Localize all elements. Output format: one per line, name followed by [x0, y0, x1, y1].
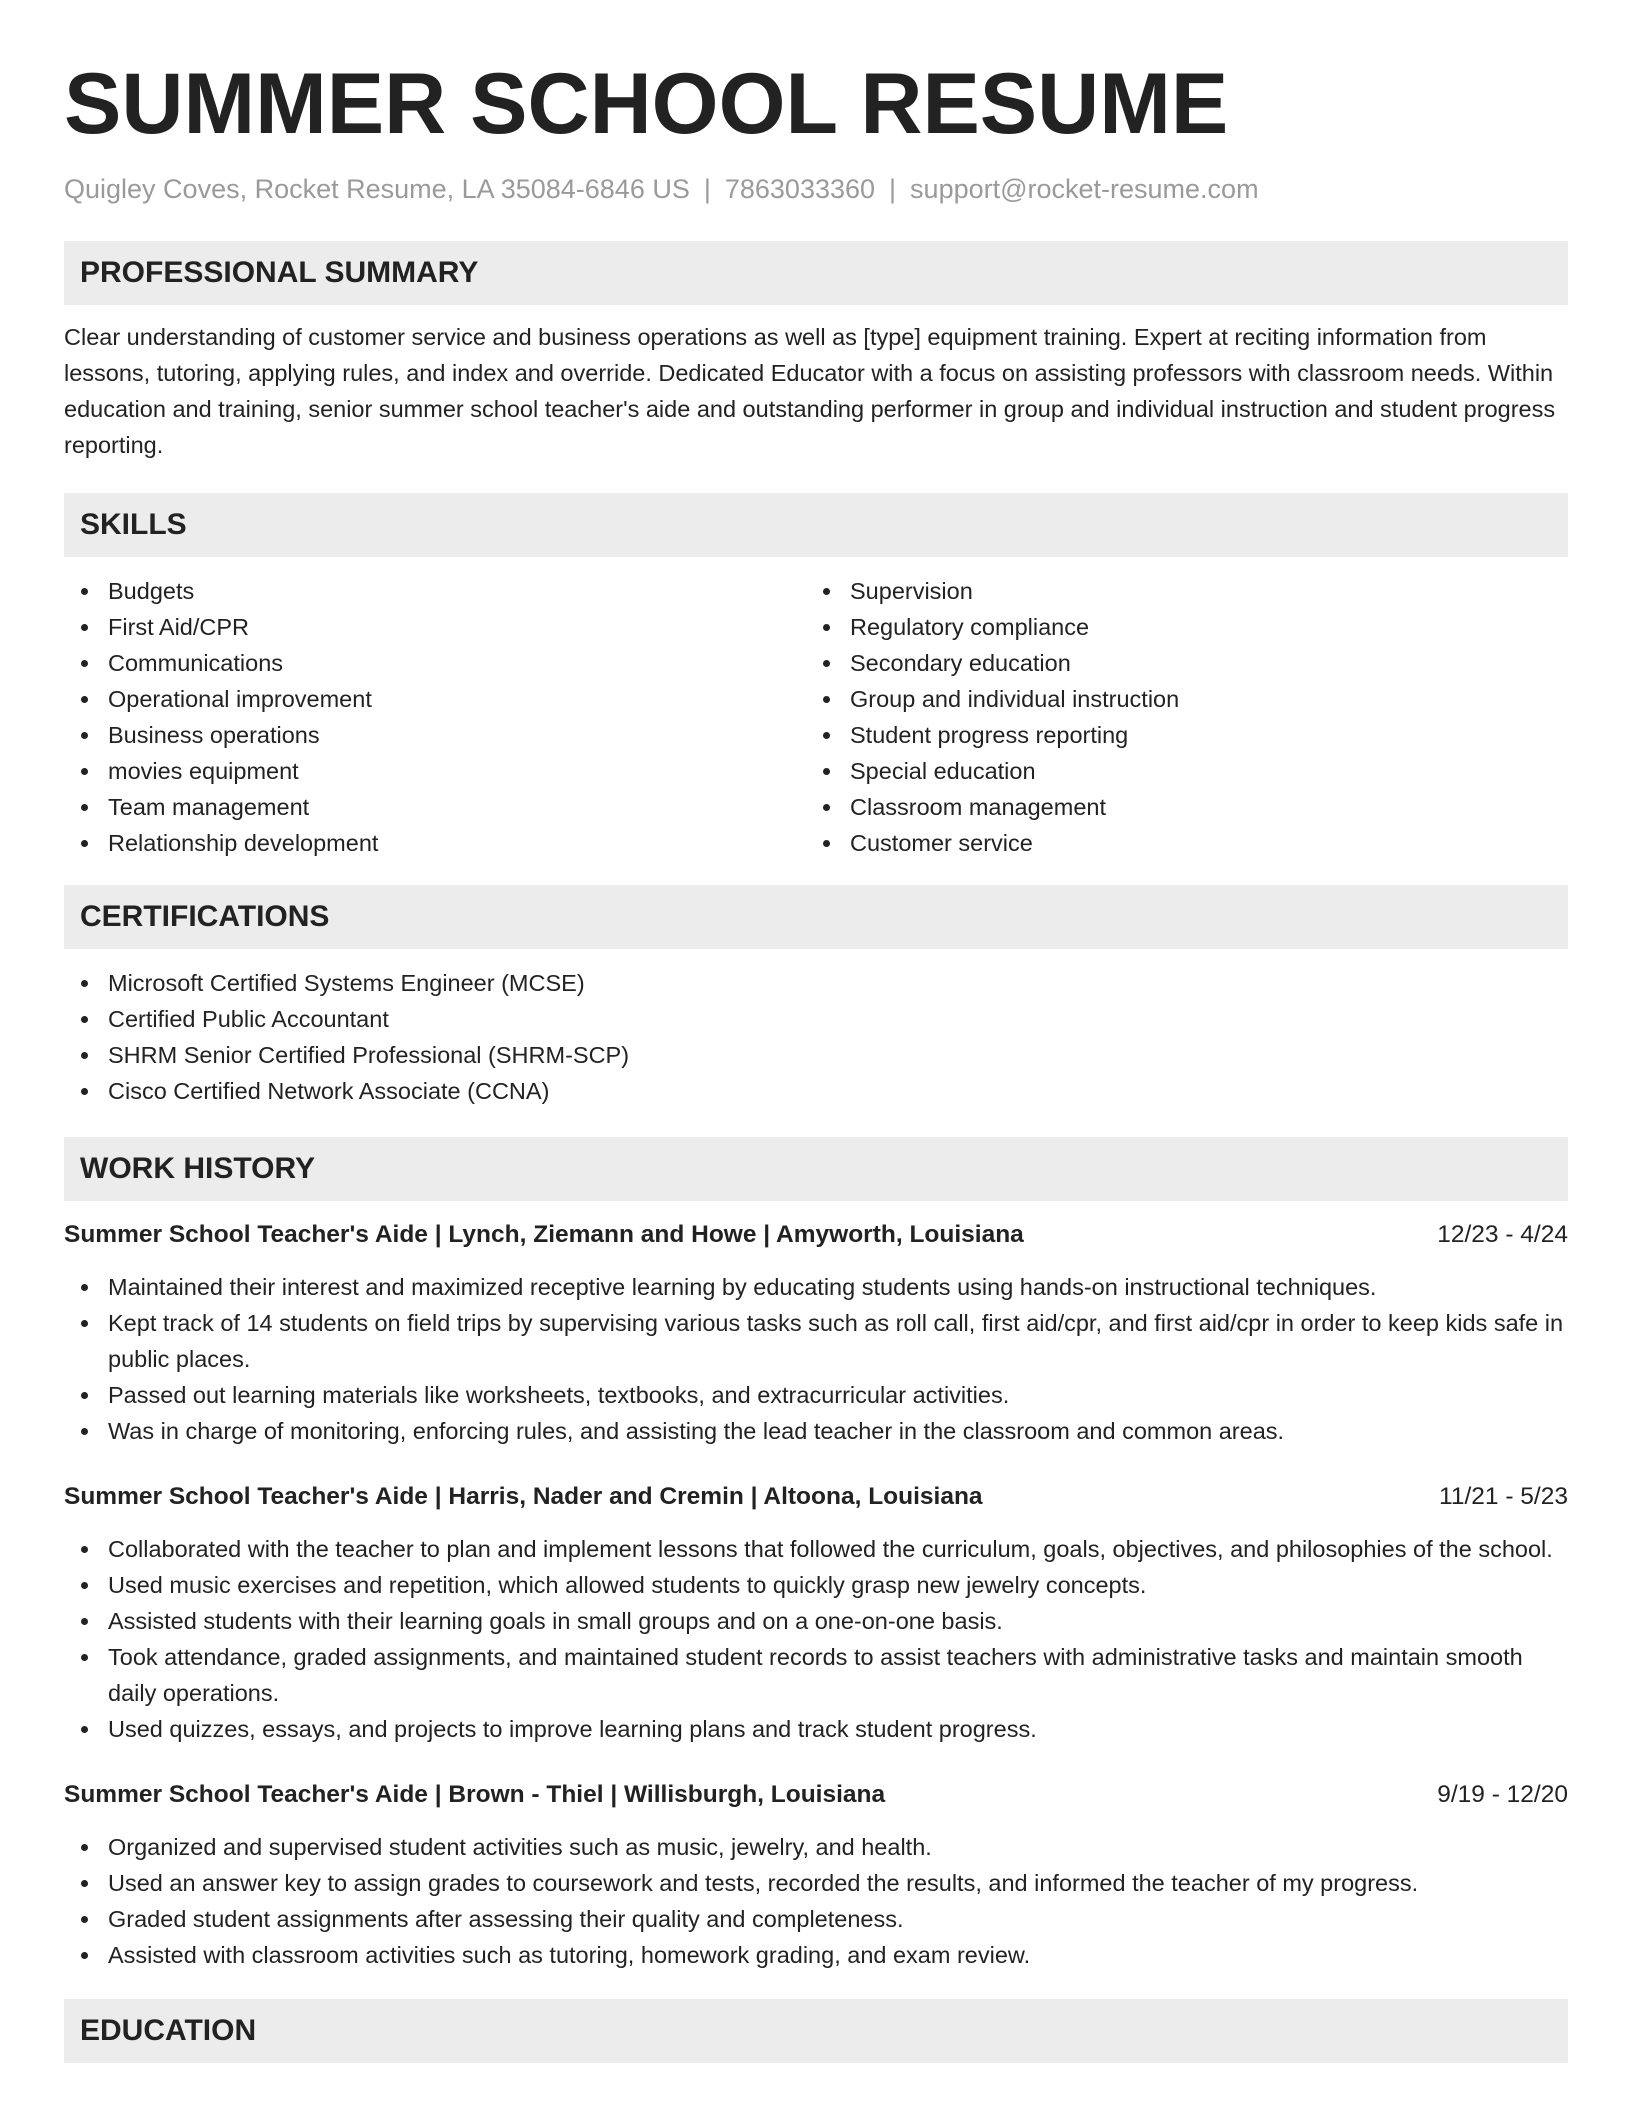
contact-line: [64, 172, 1568, 206]
job-dates: 9/19 - 12/20: [1437, 1781, 1568, 1808]
resume-title: SUMMER SCHOOL RESUME: [64, 56, 1229, 152]
job-title: Summer School Teacher's Aide | Lynch, Ziemann and Howe | Amyworth, Louisiana: [64, 1221, 1024, 1248]
certification-item: Cisco Certified Network Associate (CCNA): [64, 1073, 1568, 1109]
job-bullet: Maintained their interest and maximized receptive learning by educating students using hands-on instructional techniques.: [64, 1269, 1568, 1305]
skill-item: First Aid/CPR: [64, 609, 806, 645]
job-bullet: Kept track of 14 students on field trips by supervising various tasks such as roll call, first aid/cpr, and first aid/cpr in order to keep kids safe in public places.: [64, 1305, 1568, 1377]
job-entry: [64, 1777, 1568, 1973]
skill-item: Communications: [64, 645, 806, 681]
contact-email: support@rocket-resume.com: [910, 174, 1259, 204]
work-history-heading: WORK HISTORY: [64, 1137, 1568, 1201]
skill-item: Special education: [806, 753, 1548, 789]
job-title: Summer School Teacher's Aide | Harris, Nader and Cremin | Altoona, Louisiana: [64, 1483, 983, 1510]
job-header: [64, 1217, 1568, 1253]
job-header: [64, 1479, 1568, 1515]
job-bullet: Took attendance, graded assignments, and maintained student records to assist teachers with administrative tasks and maintain smooth daily operations.: [64, 1639, 1568, 1711]
contact-separator: |: [703, 174, 711, 204]
skill-item: Relationship development: [64, 825, 806, 861]
summary-text: Clear understanding of customer service and business operations as well as [type] equipment training. Expert at reciting information from lessons, tutoring, applying rules, and index and override. Dedicated Educator with a focus on assisting professors with classroom needs. Within education and training, senior summer school teacher's aide and outstanding performer in group and individual instruction and student progress reporting.: [64, 324, 1556, 458]
certification-item: Microsoft Certified Systems Engineer (MCSE): [64, 965, 1568, 1001]
skills-list: [64, 573, 1568, 861]
skill-item: Group and individual instruction: [806, 681, 1548, 717]
job-entry: [64, 1217, 1568, 1449]
skill-item: Customer service: [806, 825, 1548, 861]
job-bullets: [64, 1269, 1568, 1449]
skill-item: Supervision: [806, 573, 1548, 609]
skill-item: Budgets: [64, 573, 806, 609]
job-bullets: [64, 1531, 1568, 1747]
job-bullets: [64, 1829, 1568, 1973]
contact-phone: 7863033360: [724, 174, 876, 204]
job-bullet: Collaborated with the teacher to plan and implement lessons that followed the curriculum, goals, objectives, and philosophies of the school.: [64, 1531, 1568, 1567]
job-header: [64, 1777, 1568, 1813]
skill-item: Student progress reporting: [806, 717, 1548, 753]
certifications-list: [64, 965, 1568, 1109]
skill-item: Classroom management: [806, 789, 1548, 825]
education-heading: EDUCATION: [64, 1999, 1568, 2063]
job-title: Summer School Teacher's Aide | Brown - Thiel | Willisburgh, Louisiana: [64, 1781, 886, 1808]
job-bullet: Used an answer key to assign grades to coursework and tests, recorded the results, and informed the teacher of my progress.: [64, 1865, 1568, 1901]
job-dates: 12/23 - 4/24: [1437, 1221, 1568, 1248]
skills-heading: SKILLS: [64, 493, 1568, 557]
certification-item: Certified Public Accountant: [64, 1001, 1568, 1037]
skill-item: Operational improvement: [64, 681, 806, 717]
skill-item: movies equipment: [64, 753, 806, 789]
job-bullet: Assisted students with their learning goals in small groups and on a one-on-one basis.: [64, 1603, 1568, 1639]
job-bullet: Used quizzes, essays, and projects to improve learning plans and track student progress.: [64, 1711, 1568, 1747]
skill-item: Secondary education: [806, 645, 1548, 681]
job-dates: 11/21 - 5/23: [1439, 1483, 1568, 1510]
job-bullet: Passed out learning materials like worksheets, textbooks, and extracurricular activities.: [64, 1377, 1568, 1413]
skill-item: Team management: [64, 789, 806, 825]
skills-column-left: [64, 573, 806, 861]
contact-separator: |: [889, 174, 897, 204]
job-bullet: Graded student assignments after assessing their quality and completeness.: [64, 1901, 1568, 1937]
skills-column-right: [806, 573, 1548, 861]
resume-page: [64, 0, 1568, 2063]
contact-address: Quigley Coves, Rocket Resume, LA 35084-6846 US: [64, 174, 690, 204]
job-bullet: Was in charge of monitoring, enforcing rules, and assisting the lead teacher in the classroom and common areas.: [64, 1413, 1568, 1449]
certification-item: SHRM Senior Certified Professional (SHRM-SCP): [64, 1037, 1568, 1073]
skill-item: Business operations: [64, 717, 806, 753]
job-bullet: Assisted with classroom activities such as tutoring, homework grading, and exam review.: [64, 1937, 1568, 1973]
summary-heading: PROFESSIONAL SUMMARY: [64, 241, 1568, 305]
job-entry: [64, 1479, 1568, 1747]
job-bullet: Used music exercises and repetition, which allowed students to quickly grasp new jewelry concepts.: [64, 1567, 1568, 1603]
skill-item: Regulatory compliance: [806, 609, 1548, 645]
certifications-heading: CERTIFICATIONS: [64, 885, 1568, 949]
job-bullet: Organized and supervised student activities such as music, jewelry, and health.: [64, 1829, 1568, 1865]
